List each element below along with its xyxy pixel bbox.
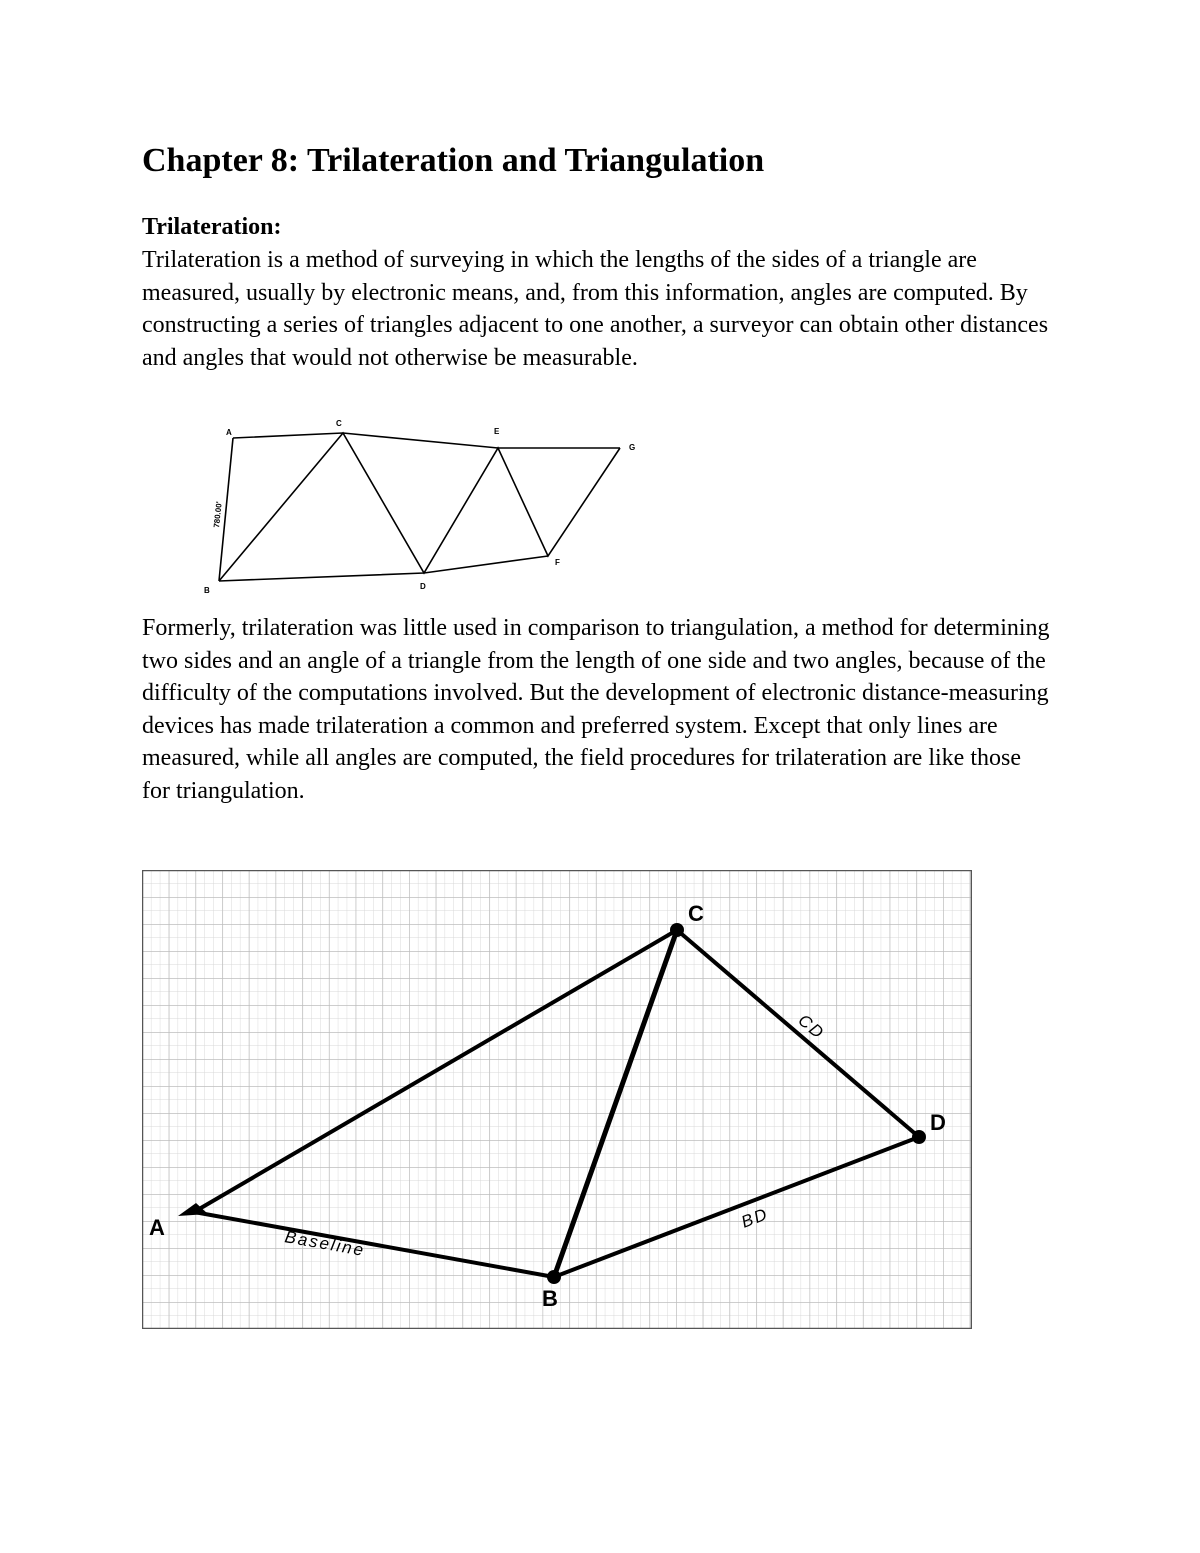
section-heading: Trilateration: <box>142 214 282 240</box>
point-a-label: A <box>149 1215 165 1240</box>
chain-top-line <box>233 433 620 448</box>
paragraph-triangulation-comparison: Formerly, trilateration was little used in comparison to triangulation, a method for determining two sides and an angle of a triangle from the length of one side and two angles, because of the difficulty of the computations involved. But the development of electronic distance-measuring devices has made trilateration a common and preferred system. Except that only lines are measured, while all angles are computed, the field procedures for trilateration are like those for triangulation. <box>142 615 1050 804</box>
chain-label-d: D <box>420 582 426 591</box>
point-d-marker <box>912 1130 926 1144</box>
chain-label-a: A <box>226 428 232 437</box>
side-cd-label: CD <box>794 1010 829 1044</box>
page-title: Chapter 8: Trilateration and Triangulation <box>142 142 765 179</box>
figure-trilateration-grid <box>142 870 972 1329</box>
chain-label-c: C <box>336 419 342 428</box>
chain-label-e: E <box>494 427 500 436</box>
chain-label-b: B <box>204 586 210 595</box>
point-b-marker <box>547 1270 561 1284</box>
baseline-label: Baseline <box>283 1227 367 1261</box>
point-d-label: D <box>930 1110 946 1135</box>
chain-label-f: F <box>555 558 560 567</box>
point-c-marker <box>670 923 684 937</box>
side-bd-label: BD <box>738 1204 772 1232</box>
paragraph-trilateration-definition: Trilateration is a method of surveying in which the lengths of the sides of a triangle are measured, usually by electronic means, and, from this information, angles are computed. By constructing a series of triangles adjacent to one another, a surveyor can obtain other distances and angles that would not otherwise be measurable. <box>142 247 1049 371</box>
point-b-label: B <box>542 1286 558 1311</box>
chain-bottom-line <box>219 556 548 581</box>
chain-side-length-label: 780.00' <box>212 501 224 529</box>
point-c-label: C <box>688 901 704 926</box>
chain-label-g: G <box>629 443 636 452</box>
